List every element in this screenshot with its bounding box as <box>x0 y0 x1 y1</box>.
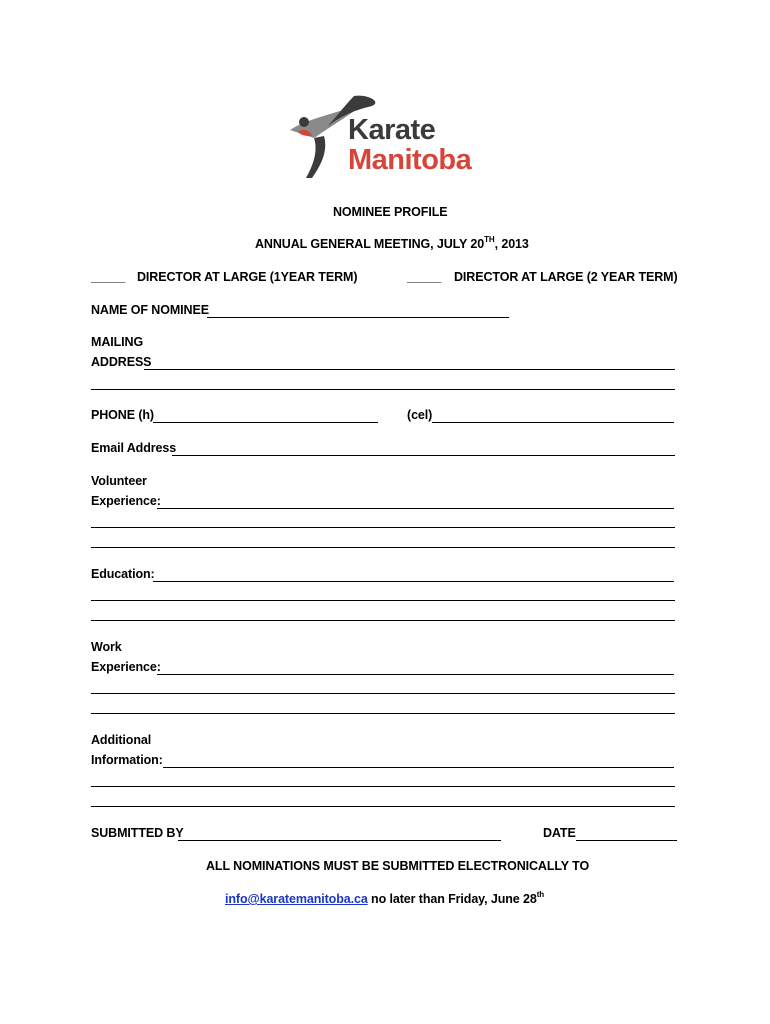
logo-text-karate: Karate <box>348 114 436 146</box>
name-field[interactable] <box>207 317 509 318</box>
date-label: DATE <box>543 826 576 840</box>
option-2-blank[interactable]: _____ <box>407 270 442 284</box>
email-field[interactable] <box>172 455 675 456</box>
meeting-sup: TH <box>484 235 495 244</box>
footer-deadline <box>225 892 544 906</box>
additional-label-1: Additional <box>91 733 152 747</box>
additional-field-line-3[interactable] <box>91 806 675 807</box>
education-field-line-2[interactable] <box>91 600 675 601</box>
deadline-sup: th <box>536 890 545 899</box>
work-field-line-1[interactable] <box>157 674 674 675</box>
footer-instruction: ALL NOMINATIONS MUST BE SUBMITTED ELECTRONICALLY TO <box>206 859 590 873</box>
phone-cel-field[interactable] <box>432 422 674 423</box>
meeting-line <box>255 237 529 251</box>
volunteer-field-line-3[interactable] <box>91 547 675 548</box>
phone-h-label: PHONE (h) <box>91 408 154 422</box>
page-title: NOMINEE PROFILE <box>333 205 448 219</box>
option-2-label: DIRECTOR AT LARGE (2 YEAR TERM) <box>454 270 678 284</box>
volunteer-field-line-2[interactable] <box>91 527 675 528</box>
email-link[interactable]: info@karatemanitoba.ca <box>225 892 368 906</box>
mailing-field-line-1[interactable] <box>144 369 675 370</box>
additional-field-line-1[interactable] <box>163 767 674 768</box>
work-label-2: Experience: <box>91 660 161 674</box>
date-field[interactable] <box>576 840 677 841</box>
work-field-line-3[interactable] <box>91 713 675 714</box>
phone-cel-label: (cel) <box>407 408 433 422</box>
submitted-by-field[interactable] <box>178 840 501 841</box>
volunteer-label-2: Experience: <box>91 494 161 508</box>
email-label: Email Address <box>91 441 177 455</box>
work-label-1: Work <box>91 640 122 654</box>
education-field-line-1[interactable] <box>153 581 674 582</box>
education-label: Education: <box>91 567 155 581</box>
education-field-line-3[interactable] <box>91 620 675 621</box>
mailing-label-2: ADDRESS <box>91 355 152 369</box>
logo-text-manitoba: Manitoba <box>348 144 472 176</box>
volunteer-label-1: Volunteer <box>91 474 147 488</box>
option-1-label: DIRECTOR AT LARGE (1YEAR TERM) <box>137 270 358 284</box>
mailing-field-line-2[interactable] <box>91 389 675 390</box>
option-1-blank[interactable]: _____ <box>91 270 126 284</box>
meeting-year: , 2013 <box>494 237 529 251</box>
volunteer-field-line-1[interactable] <box>157 508 674 509</box>
karate-manitoba-logo <box>284 92 484 182</box>
deadline-text: no later than Friday, June 28 <box>367 892 537 906</box>
additional-field-line-2[interactable] <box>91 786 675 787</box>
submitted-by-label: SUBMITTED BY <box>91 826 184 840</box>
work-field-line-2[interactable] <box>91 693 675 694</box>
phone-h-field[interactable] <box>153 422 378 423</box>
mailing-label-1: MAILING <box>91 335 144 349</box>
meeting-text: ANNUAL GENERAL MEETING, JULY 20 <box>255 237 485 251</box>
additional-label-2: Information: <box>91 753 163 767</box>
name-label: NAME OF NOMINEE <box>91 303 209 317</box>
